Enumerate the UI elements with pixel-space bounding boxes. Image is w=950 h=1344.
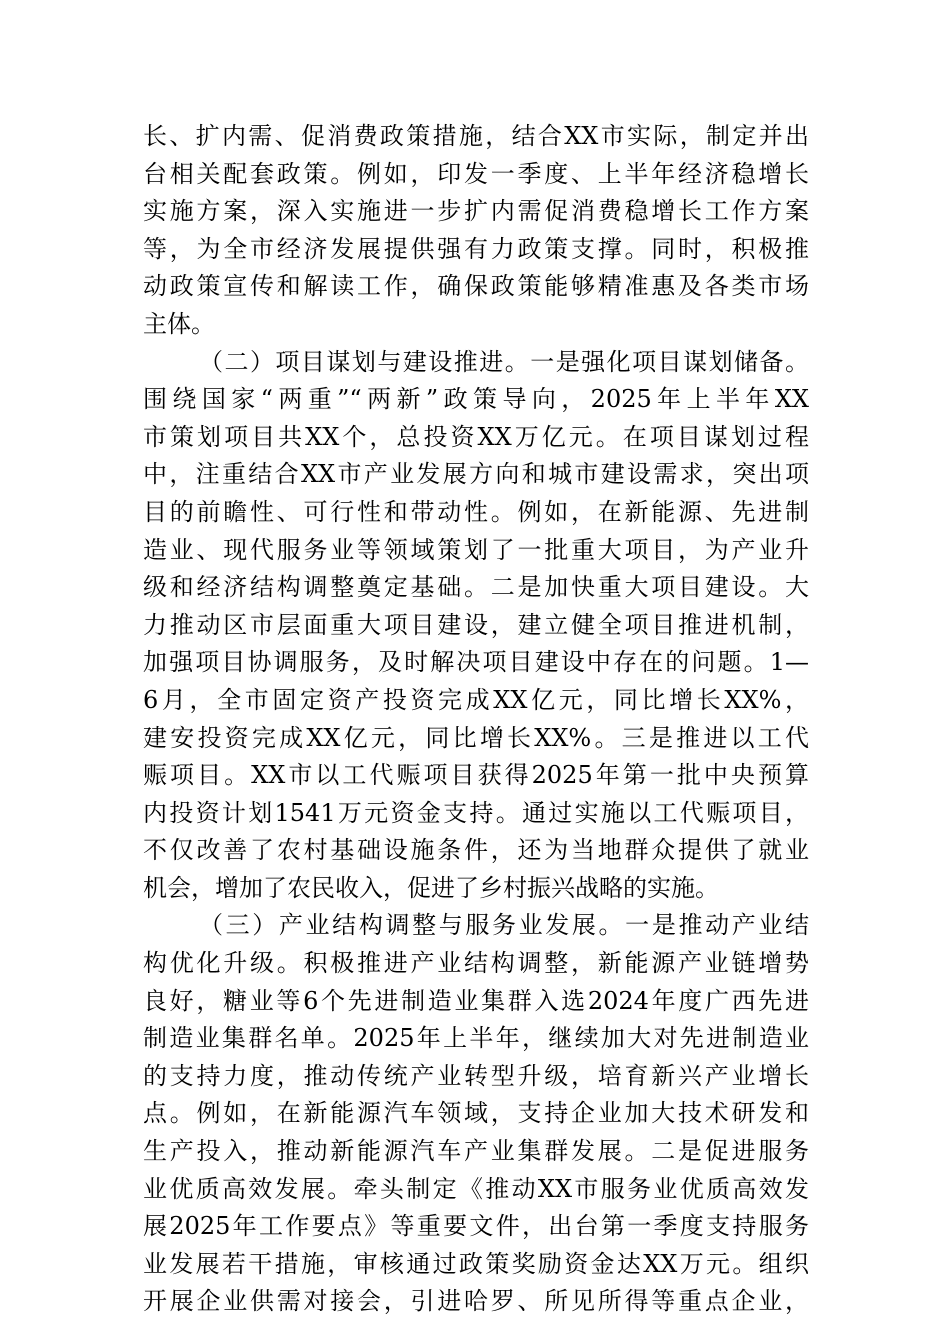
paragraph-line: 不仅改善了农村基础设施条件，还为当地群众提供了就业 bbox=[143, 836, 809, 865]
paragraph-line: 级和经济结构调整奠定基础。二是加快重大项目建设。大 bbox=[143, 573, 809, 602]
paragraph-line: 动政策宣传和解读工作，确保政策能够精准惠及各类市场 bbox=[143, 272, 809, 301]
paragraph-line: 力推动区市层面重大项目建设，建立健全项目推进机制， bbox=[143, 610, 809, 639]
paragraph-line: 造业、现代服务业等领域策划了一批重大项目，为产业升 bbox=[143, 535, 809, 564]
paragraph-line: 赈项目。XX市以工代赈项目获得2025年第一批中央预算 bbox=[143, 761, 809, 790]
paragraph-line: 良好，糖业等6个先进制造业集群入选2024年度广西先进 bbox=[143, 986, 809, 1015]
paragraph-line: 展2025年工作要点》等重要文件，出台第一季度支持服务 bbox=[143, 1212, 809, 1241]
paragraph-line: 长、扩内需、促消费政策措施，结合XX市实际，制定并出 bbox=[143, 122, 809, 150]
paragraph-line: 点。例如，在新能源汽车领域，支持企业加大技术研发和 bbox=[143, 1099, 809, 1128]
paragraph-line: 台相关配套政策。例如，印发一季度、上半年经济稳增长 bbox=[143, 159, 809, 188]
paragraph-line: 等，为全市经济发展提供强有力政策支撑。同时，积极推 bbox=[143, 234, 809, 263]
paragraph-line: 目的前瞻性、可行性和带动性。例如，在新能源、先进制 bbox=[143, 497, 809, 526]
paragraph-line: 的支持力度，推动传统产业转型升级，培育新兴产业增长 bbox=[143, 1061, 809, 1090]
paragraph-line: 主体。 bbox=[143, 309, 215, 338]
paragraph-line: 加强项目协调服务，及时解决项目建设中存在的问题。1— bbox=[143, 648, 809, 677]
paragraph-line: 开展企业供需对接会，引进哈罗、所见所得等重点企业， bbox=[143, 1287, 809, 1316]
paragraph-line: 构优化升级。积极推进产业结构调整，新能源产业链增势 bbox=[143, 949, 809, 978]
paragraph-line: 建安投资完成XX亿元，同比增长XX%。三是推进以工代 bbox=[143, 723, 809, 752]
paragraph-line: 6月，全市固定资产投资完成XX亿元，同比增长XX%， bbox=[143, 685, 809, 714]
paragraph-line: 中，注重结合XX市产业发展方向和城市建设需求，突出项 bbox=[143, 460, 809, 489]
paragraph-line: 业发展若干措施，审核通过政策奖励资金达XX万元。组织 bbox=[143, 1249, 809, 1278]
section-heading-line: （二）项目谋划与建设推进。一是强化项目谋划储备。 bbox=[199, 347, 809, 376]
paragraph-line: 生产投入，推动新能源汽车产业集群发展。二是促进服务 bbox=[143, 1137, 809, 1166]
paragraph-line: 制造业集群名单。2025年上半年，继续加大对先进制造业 bbox=[143, 1024, 809, 1053]
paragraph-line: 市策划项目共XX个，总投资XX万亿元。在项目谋划过程 bbox=[143, 422, 809, 451]
section-heading-line: （三）产业结构调整与服务业发展。一是推动产业结 bbox=[199, 911, 809, 940]
paragraph-line: 围绕国家“两重”“两新”政策导向，2025年上半年XX bbox=[143, 385, 809, 414]
paragraph-line: 业优质高效发展。牵头制定《推动XX市服务业优质高效发 bbox=[143, 1174, 809, 1203]
document-body bbox=[143, 118, 809, 1321]
paragraph-line: 机会，增加了农民收入，促进了乡村振兴战略的实施。 bbox=[143, 873, 719, 902]
paragraph-line: 内投资计划1541万元资金支持。通过实施以工代赈项目， bbox=[143, 798, 809, 827]
paragraph-line: 实施方案，深入实施进一步扩内需促消费稳增长工作方案 bbox=[143, 197, 809, 226]
